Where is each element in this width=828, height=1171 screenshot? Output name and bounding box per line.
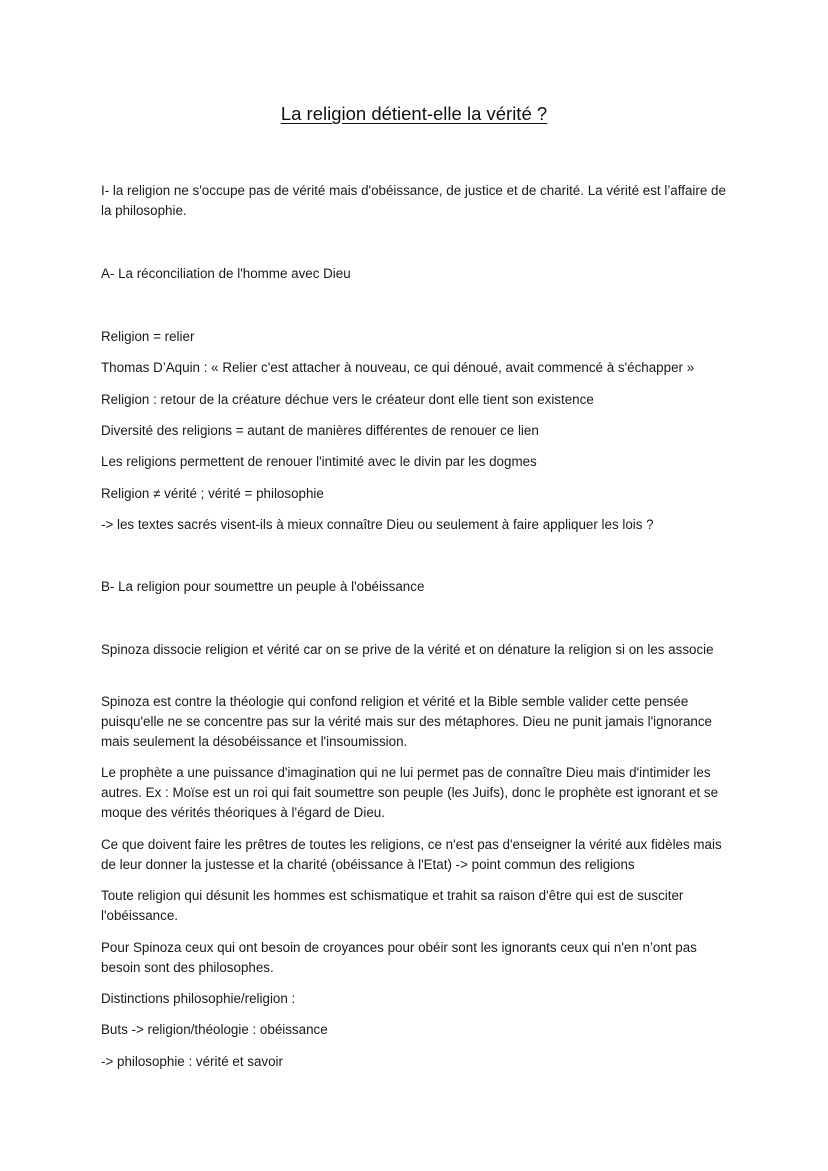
part-a-heading: A- La réconciliation de l'homme avec Dieu <box>101 266 351 281</box>
part-b-paragraph: Spinoza dissocie religion et vérité car on se prive de la vérité et on dénature la religion si on les associe <box>101 642 714 657</box>
part-a-line: Diversité des religions = autant de manières différentes de renouer ce lien <box>101 423 539 438</box>
part-b-paragraph: Le prophète a une puissance d'imagination qui ne lui permet pas de connaître Dieu mais d'intimider les autres. Ex : Moïse est un roi qui fait soumettre son peuple (les Juifs), donc le prophète est ignorant et se moque des vérités théoriques à l'égard de Dieu. <box>101 765 719 820</box>
part-a-line: -> les textes sacrés visent-ils à mieux connaître Dieu ou seulement à faire appliquer les lois ? <box>101 517 654 532</box>
part-a-line: Religion ≠ vérité ; vérité = philosophie <box>101 486 324 501</box>
part-b-paragraph: Pour Spinoza ceux qui ont besoin de croyances pour obéir sont les ignorants ceux qui n'en n’ont pas besoin sont des philosophes. <box>101 940 697 975</box>
section-1-heading: I- la religion ne s'occupe pas de vérité mais d'obéissance, de justice et de charité. La vérité est l’affaire de la philosophie. <box>101 183 726 218</box>
part-a-line: Les religions permettent de renouer l'intimité avec le divin par les dogmes <box>101 454 537 469</box>
part-b-paragraph: Ce que doivent faire les prêtres de toutes les religions, ce n'est pas d'enseigner la vérité aux fidèles mais de leur donner la justesse et la charité (obéissance à l'Etat) -> point commun des religions <box>101 837 722 872</box>
part-b-paragraph: -> philosophie : vérité et savoir <box>101 1054 283 1069</box>
part-b-paragraph: Buts -> religion/théologie : obéissance <box>101 1022 328 1037</box>
part-b-heading: B- La religion pour soumettre un peuple à l'obéissance <box>101 579 425 594</box>
part-b-paragraph: Toute religion qui désunit les hommes est schismatique et trahit sa raison d'être qui est de susciter l'obéissance. <box>101 888 684 923</box>
page-title: La religion détient-elle la vérité ? <box>280 103 548 124</box>
part-a-line: Thomas D’Aquin : « Relier c'est attacher à nouveau, ce qui dénoué, avait commencé à s'échapper » <box>101 360 695 375</box>
part-b-paragraph: Distinctions philosophie/religion : <box>101 991 296 1006</box>
part-a-line: Religion = relier <box>101 329 195 344</box>
part-b-paragraph: Spinoza est contre la théologie qui confond religion et vérité et la Bible semble valider cette pensée puisqu'elle ne se concentre pas sur la vérité mais sur des métaphores. Dieu ne punit jamais l'ignorance mais seulement la désobéissance et l'insoumission. <box>101 694 712 749</box>
part-a-line: Religion : retour de la créature déchue vers le créateur dont elle tient son existence <box>101 392 594 407</box>
